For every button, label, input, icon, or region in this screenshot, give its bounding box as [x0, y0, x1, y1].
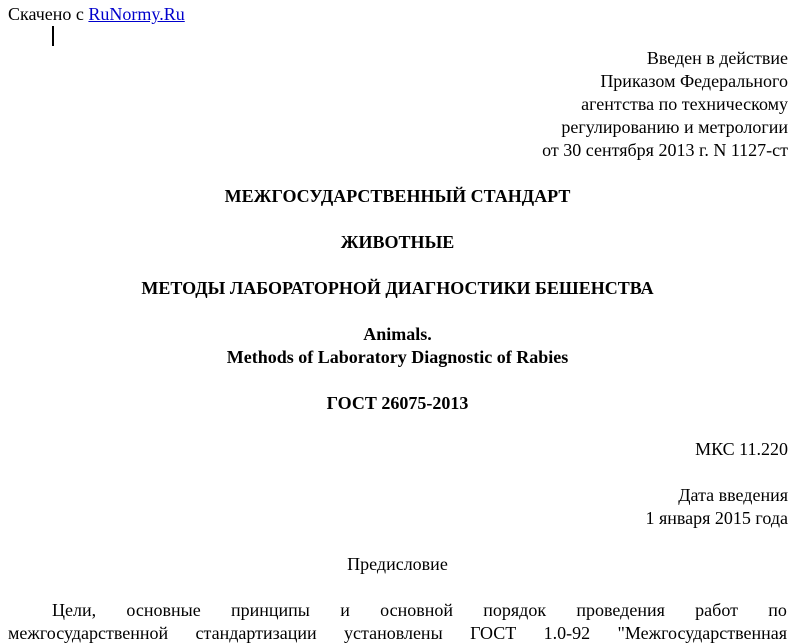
preface-word: ГОСТ — [470, 623, 517, 643]
preface-paragraph-line2 — [8, 621, 787, 643]
source-link[interactable]: RuNormy.Ru — [88, 4, 185, 24]
preface-word: установлены — [344, 623, 443, 643]
enactment-line: Приказом Федерального — [600, 71, 788, 91]
preface-heading: Предисловие — [347, 554, 448, 574]
mks-code: МКС 11.220 — [695, 439, 788, 459]
preface-word: "Межгосударственная — [617, 623, 787, 643]
intro-date-label: Дата введения — [678, 485, 788, 505]
preface-word: межгосударственной — [8, 623, 169, 643]
preface-word: принципы — [231, 600, 310, 620]
preface-paragraph-line1 — [8, 598, 787, 622]
intro-date-value: 1 января 2015 года — [645, 508, 788, 528]
preface-word: основные — [126, 600, 201, 620]
enactment-line: агентства по техническому — [581, 94, 788, 114]
preface-word: порядок — [483, 600, 547, 620]
preface-word: 1.0-92 — [543, 623, 591, 643]
subject-title: ЖИВОТНЫЕ — [340, 232, 455, 252]
standard-type-title: МЕЖГОСУДАРСТВЕННЫЙ СТАНДАРТ — [224, 186, 571, 206]
enactment-line: регулированию и метрологии — [561, 117, 788, 137]
english-title-line2: Methods of Laboratory Diagnostic of Rabies — [226, 347, 569, 367]
text-cursor — [52, 26, 54, 46]
downloaded-from-text: Скачено с — [8, 4, 84, 24]
preface-word: стандартизации — [195, 623, 317, 643]
preface-word: основной — [380, 600, 453, 620]
standard-name-title: МЕТОДЫ ЛАБОРАТОРНОЙ ДИАГНОСТИКИ БЕШЕНСТВА — [141, 278, 654, 298]
preface-word: работ — [695, 600, 738, 620]
source-line — [8, 2, 185, 26]
preface-word: проведения — [576, 600, 665, 620]
preface-word: Цели, — [52, 600, 97, 620]
preface-word: и — [340, 600, 350, 620]
preface-word: по — [768, 600, 787, 620]
enactment-line: Введен в действие — [646, 48, 788, 68]
english-title-line1: Animals. — [363, 324, 432, 344]
standard-code: ГОСТ 26075-2013 — [326, 393, 469, 413]
enactment-line: от 30 сентября 2013 г. N 1127-ст — [542, 140, 788, 160]
